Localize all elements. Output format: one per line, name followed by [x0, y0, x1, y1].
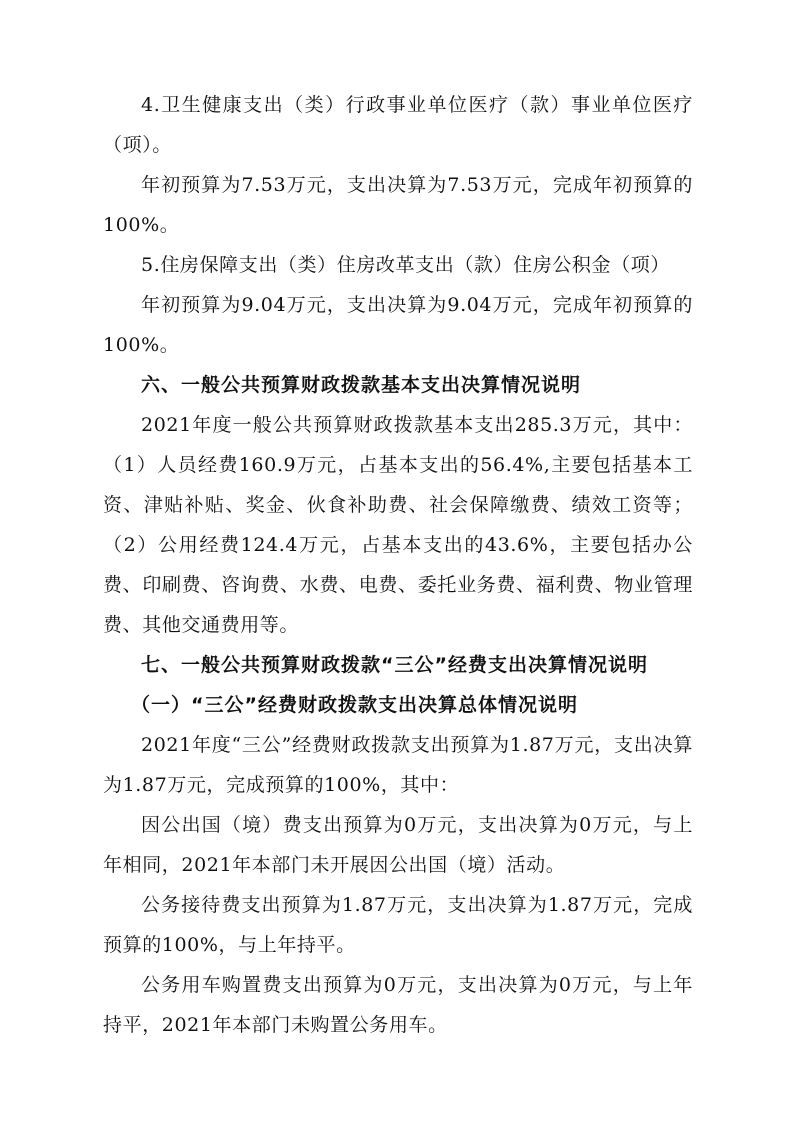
paragraph-overseas-travel-expense: 因公出国（境）费支出预算为0万元，支出决算为0万元，与上年相同，2021年本部门未开展因公出国（境）活动。 [103, 814, 693, 876]
section-heading-basic-expense: 六、一般公共预算财政拨款基本支出决算情况说明 [141, 374, 582, 396]
paragraph-basic-expense-detail: 2021年度一般公共预算财政拨款基本支出285.3万元，其中：（1）人员经费160.9万元，占基本支出的56.4%,主要包括基本工资、津贴补贴、奖金、伙食补助费、社会保障缴费、绩效工资等；（2）公用经费124.4万元，占基本支出的43.6%，主要包括办公费、印刷费、咨询费、水费、电费、委托业务费、福利费、物业管理费、其他交通费用等。 [103, 414, 693, 636]
paragraph-housing-expense-title: 5.住房保障支出（类）住房改革支出（款）住房公积金（项） [141, 254, 670, 276]
paragraph-housing-expense-budget: 年初预算为9.04万元，支出决算为9.04万元，完成年初预算的100%。 [103, 294, 693, 356]
section-heading-three-public-expense: 七、一般公共预算财政拨款“三公”经费支出决算情况说明 [141, 654, 648, 676]
paragraph-health-expense-budget: 年初预算为7.53万元，支出决算为7.53万元，完成年初预算的100%。 [103, 174, 693, 236]
paragraph-health-expense-title: 4.卫生健康支出（类）行政事业单位医疗（款）事业单位医疗（项）。 [103, 94, 693, 156]
paragraph-three-public-budget: 2021年度“三公”经费财政拨款支出预算为1.87万元，支出决算为1.87万元，完成预算的100%，其中： [103, 734, 693, 796]
paragraph-vehicle-purchase-expense: 公务用车购置费支出预算为0万元，支出决算为0万元，与上年持平，2021年本部门未购置公务用车。 [103, 974, 693, 1036]
subsection-heading-three-public-overview: （一）“三公”经费财政拨款支出决算总体情况说明 [131, 694, 578, 716]
paragraph-reception-expense: 公务接待费支出预算为1.87万元，支出决算为1.87万元，完成预算的100%，与上年持平。 [103, 894, 693, 956]
